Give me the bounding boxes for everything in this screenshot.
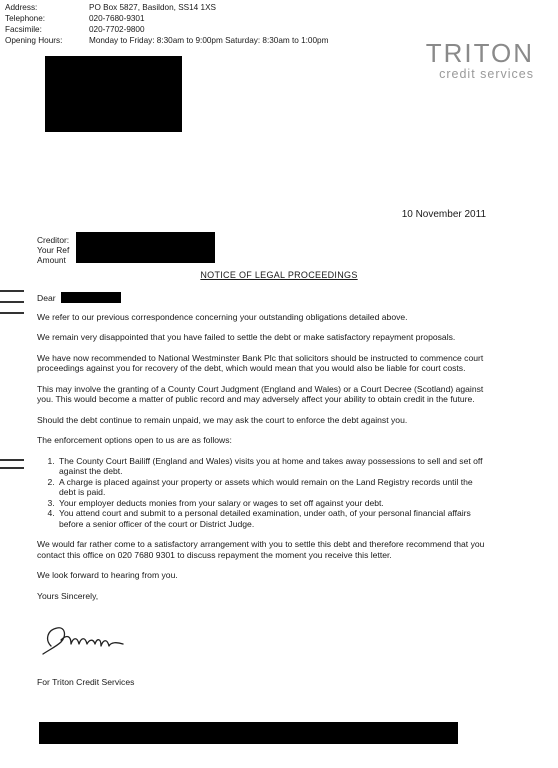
contact-block xyxy=(5,2,328,46)
reference-block xyxy=(37,235,69,265)
logo-subtitle: credit services xyxy=(439,67,534,81)
contact-row-address xyxy=(5,2,328,13)
paragraph: We look forward to hearing from you. xyxy=(37,570,178,580)
margin-mark xyxy=(0,290,24,292)
paragraph: The enforcement options open to us are as follows: xyxy=(37,435,232,445)
your-ref-label: Your Ref xyxy=(37,245,70,255)
margin-mark xyxy=(0,312,24,314)
company-logo xyxy=(426,40,534,82)
contact-row-facsimile xyxy=(5,24,328,35)
margin-mark xyxy=(0,301,24,303)
salutation xyxy=(37,292,491,304)
contact-row-hours xyxy=(5,35,328,46)
notice-title xyxy=(0,270,558,280)
paragraph: Should the debt continue to remain unpaid, we may ask the court to enforce the debt against you. xyxy=(37,414,408,425)
contact-value: 020-7680-9301 xyxy=(89,14,145,23)
list-item: 3. Your employer deducts monies from your salary or wages to set off against your debt. xyxy=(57,498,491,509)
paragraph: We remain very disappointed that you have failed to settle the debt or make satisfactory repayment proposals. xyxy=(37,332,456,342)
contact-label: Opening Hours: xyxy=(5,36,63,45)
enforcement-options-list xyxy=(37,456,491,530)
salutation-text: Dear xyxy=(37,293,56,303)
paragraph: We would far rather come to a satisfactory arrangement with you to settle this debt and therefore recommend that you contact this office on 020 7680 9301 to discuss repayment the moment you receive this letter. xyxy=(37,539,485,560)
letter-body xyxy=(37,292,491,611)
redacted-recipient-address xyxy=(45,56,182,132)
paragraph: We have now recommended to National Westminster Bank Plc that solicitors should be instructed to commence court proceedings against you for recovery of the debt, which would mean that you would also be liable for court costs. xyxy=(37,352,484,373)
contact-label: Address: xyxy=(5,3,38,12)
paragraph: This may involve the granting of a County Court Judgment (England and Wales) or a Court Decree (Scotland) against you. This would become a matter of public record and may adversely affect your ability to obtain credit in the future. xyxy=(37,383,484,404)
list-item: 2. A charge is placed against your property or assets which would remain on the Land Registry records until the debt is paid. xyxy=(57,477,491,498)
redacted-name xyxy=(61,292,121,303)
closing: Yours Sincerely, xyxy=(37,590,99,601)
redacted-reference-details xyxy=(76,232,215,263)
creditor-label: Creditor: xyxy=(37,235,70,245)
logo-name: TRITON xyxy=(425,38,534,68)
contact-label: Telephone: xyxy=(5,14,46,23)
contact-value: Monday to Friday: 8:30am to 9:00pm Saturday: 8:30am to 1:00pm xyxy=(89,36,329,45)
redacted-footer xyxy=(39,722,458,744)
list-item: 4. You attend court and submit to a personal detailed examination, under oath, of your personal financial affairs before a senior officer of the court or District Judge. xyxy=(57,508,491,529)
margin-mark xyxy=(0,467,24,469)
letter-date: 10 November 2011 xyxy=(401,209,486,220)
list-item: 1. The County Court Bailiff (England and Wales) visits you at home and takes away possessions to sell and set off against the debt. xyxy=(57,456,491,477)
amount-label: Amount xyxy=(37,255,66,265)
contact-value: PO Box 5827, Basildon, SS14 1XS xyxy=(89,3,216,12)
margin-mark xyxy=(0,459,24,461)
contact-row-telephone xyxy=(5,13,328,24)
sign-off: For Triton Credit Services xyxy=(37,677,135,687)
contact-value: 020-7702-9800 xyxy=(89,25,145,34)
contact-label: Facsimile: xyxy=(5,25,42,34)
paragraph: We refer to our previous correspondence concerning your outstanding obligations detailed above. xyxy=(37,311,408,322)
notice-title-text: NOTICE OF LEGAL PROCEEDINGS xyxy=(200,270,358,280)
handwritten-signature xyxy=(37,616,137,660)
